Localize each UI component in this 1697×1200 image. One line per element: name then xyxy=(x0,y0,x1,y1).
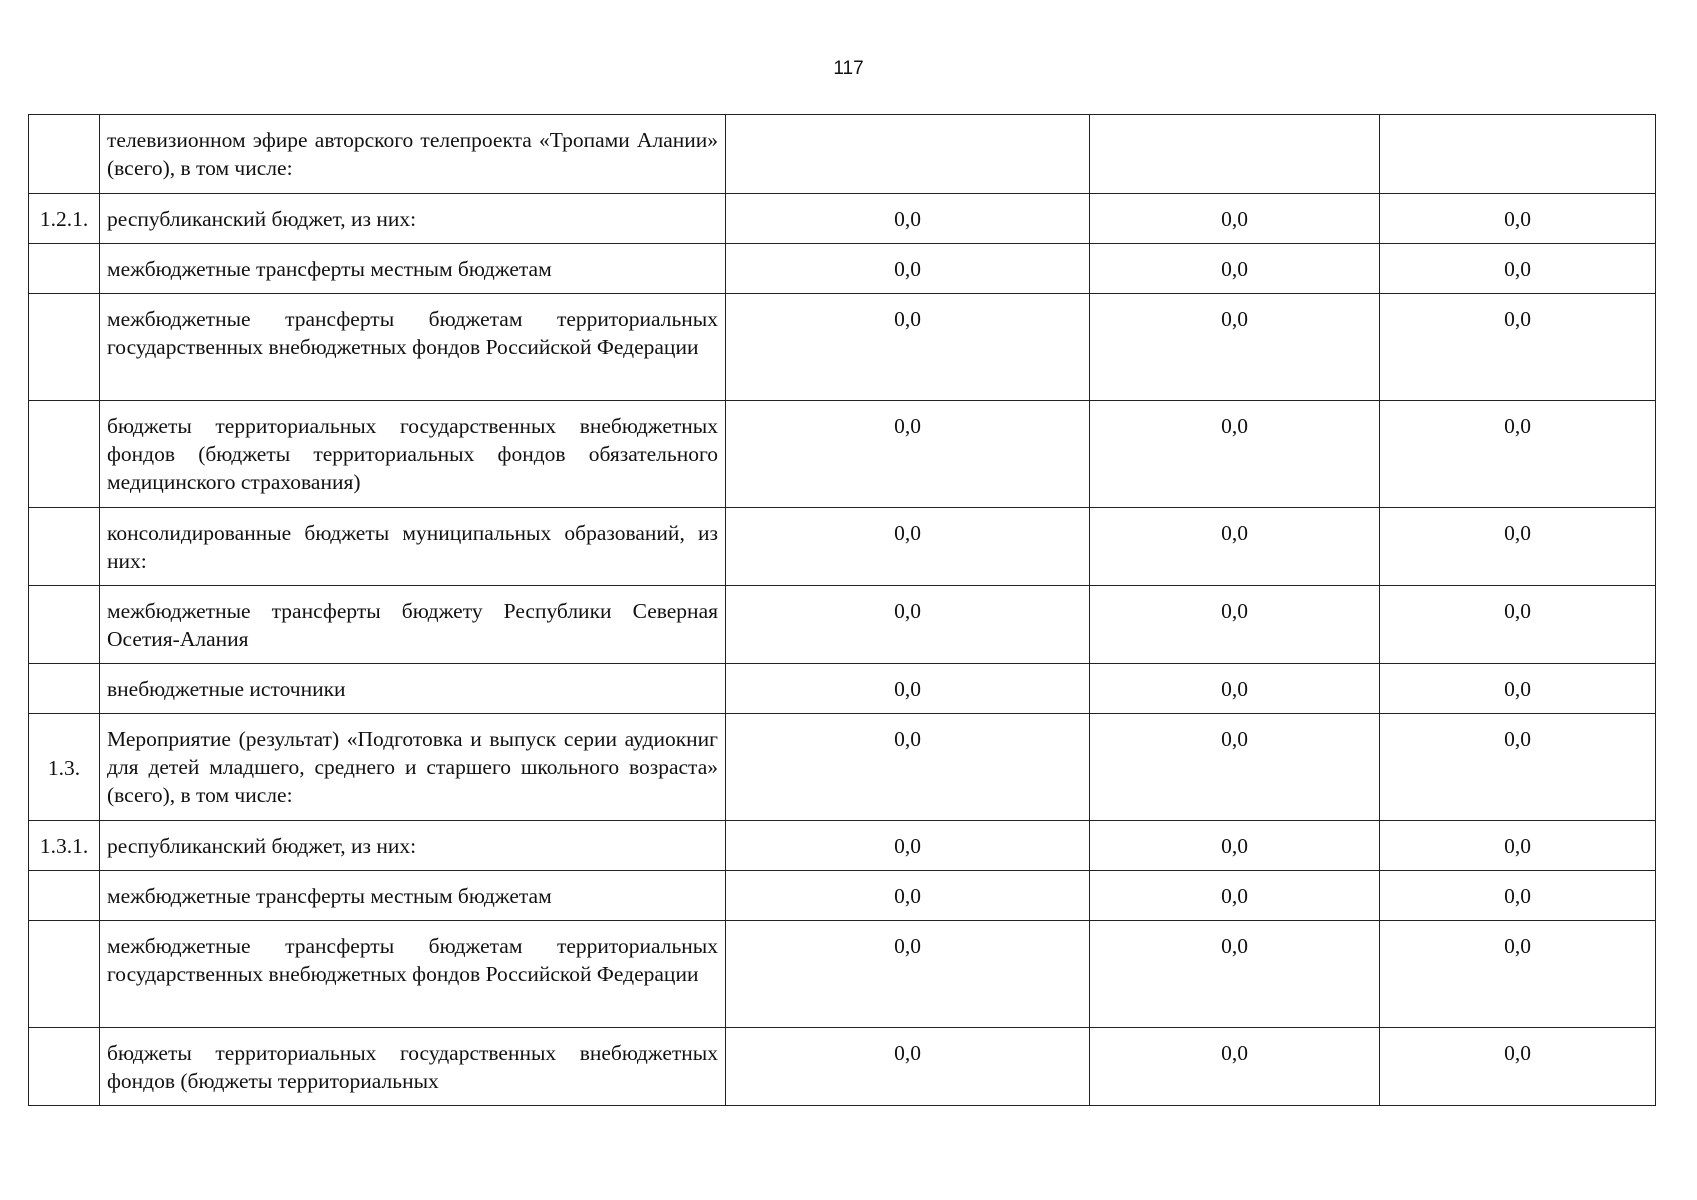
value-cell-2: 0,0 xyxy=(1090,1028,1380,1106)
value-cell-2: 0,0 xyxy=(1090,244,1380,294)
value-cell-3: 0,0 xyxy=(1380,401,1656,508)
value-cell-2: 0,0 xyxy=(1090,508,1380,586)
value-cell-3: 0,0 xyxy=(1380,1028,1656,1106)
value-cell-2: 0,0 xyxy=(1090,871,1380,921)
table-row xyxy=(29,821,1656,871)
description-cell: Мероприятие (результат) «Подготовка и выпуск серии аудиокниг для детей младшего, среднего и старшего школьного возраста» (всего), в том числе: xyxy=(100,714,726,821)
description-cell: межбюджетные трансферты бюджету Республики Северная Осетия-Алания xyxy=(100,586,726,664)
value-cell-1: 0,0 xyxy=(726,871,1090,921)
description-cell: республиканский бюджет, из них: xyxy=(100,194,726,244)
table-row xyxy=(29,586,1656,664)
value-cell-1: 0,0 xyxy=(726,194,1090,244)
row-number-cell xyxy=(29,244,100,294)
value-cell-3: 0,0 xyxy=(1380,871,1656,921)
value-cell-2: 0,0 xyxy=(1090,586,1380,664)
page-number: 117 xyxy=(833,58,864,79)
value-cell-2 xyxy=(1090,115,1380,194)
value-cell-1: 0,0 xyxy=(726,921,1090,1028)
value-cell-1: 0,0 xyxy=(726,401,1090,508)
description-cell: республиканский бюджет, из них: xyxy=(100,821,726,871)
value-cell-1: 0,0 xyxy=(726,294,1090,401)
value-cell-2: 0,0 xyxy=(1090,921,1380,1028)
row-number-cell xyxy=(29,871,100,921)
row-number-cell xyxy=(29,1028,100,1106)
row-number-cell: 1.3. xyxy=(29,714,100,821)
value-cell-3: 0,0 xyxy=(1380,586,1656,664)
description-cell xyxy=(100,1028,726,1106)
table-row xyxy=(29,714,1656,821)
table-row xyxy=(29,664,1656,714)
table-row xyxy=(29,244,1656,294)
value-cell-2: 0,0 xyxy=(1090,664,1380,714)
table-row xyxy=(29,294,1656,401)
table-row xyxy=(29,508,1656,586)
row-number-cell: 1.2.1. xyxy=(29,194,100,244)
value-cell-1: 0,0 xyxy=(726,508,1090,586)
table-row xyxy=(29,115,1656,194)
description-cell: телевизионном эфире авторского телепроекта «Тропами Алании» (всего), в том числе: xyxy=(100,115,726,194)
row-number-cell xyxy=(29,921,100,1028)
value-cell-1 xyxy=(726,115,1090,194)
description-cell: бюджеты территориальных государственных внебюджетных фондов (бюджеты территориальных фондов обязательного медицинского страхования) xyxy=(100,401,726,508)
table-row xyxy=(29,194,1656,244)
value-cell-3: 0,0 xyxy=(1380,244,1656,294)
description-cell: внебюджетные источники xyxy=(100,664,726,714)
value-cell-3: 0,0 xyxy=(1380,714,1656,821)
value-cell-1: 0,0 xyxy=(726,244,1090,294)
value-cell-2: 0,0 xyxy=(1090,194,1380,244)
budget-table xyxy=(28,114,1656,1106)
table-row xyxy=(29,921,1656,1028)
row-number-cell xyxy=(29,508,100,586)
description-cell: межбюджетные трансферты бюджетам территориальных государственных внебюджетных фондов Российской Федерации xyxy=(100,294,726,401)
value-cell-1: 0,0 xyxy=(726,664,1090,714)
row-number-cell xyxy=(29,401,100,508)
value-cell-2: 0,0 xyxy=(1090,401,1380,508)
value-cell-3: 0,0 xyxy=(1380,664,1656,714)
value-cell-3 xyxy=(1380,115,1656,194)
value-cell-3: 0,0 xyxy=(1380,508,1656,586)
description-cell: консолидированные бюджеты муниципальных образований, из них: xyxy=(100,508,726,586)
value-cell-1: 0,0 xyxy=(726,714,1090,821)
value-cell-3: 0,0 xyxy=(1380,294,1656,401)
description-text: бюджеты территориальных государственных внебюджетных фондов (бюджеты территориальных xyxy=(107,1041,718,1093)
value-cell-1: 0,0 xyxy=(726,821,1090,871)
table-row xyxy=(29,1028,1656,1106)
row-number-cell xyxy=(29,664,100,714)
row-number-cell xyxy=(29,586,100,664)
description-cell: межбюджетные трансферты бюджетам территориальных государственных внебюджетных фондов Российской Федерации xyxy=(100,921,726,1028)
value-cell-1: 0,0 xyxy=(726,1028,1090,1106)
value-cell-3: 0,0 xyxy=(1380,921,1656,1028)
row-number-cell: 1.3.1. xyxy=(29,821,100,871)
row-number-cell xyxy=(29,115,100,194)
table-row xyxy=(29,871,1656,921)
description-cell: межбюджетные трансферты местным бюджетам xyxy=(100,871,726,921)
value-cell-2: 0,0 xyxy=(1090,821,1380,871)
value-cell-2: 0,0 xyxy=(1090,714,1380,821)
value-cell-3: 0,0 xyxy=(1380,194,1656,244)
value-cell-3: 0,0 xyxy=(1380,821,1656,871)
value-cell-1: 0,0 xyxy=(726,586,1090,664)
description-cell: межбюджетные трансферты местным бюджетам xyxy=(100,244,726,294)
table-row xyxy=(29,401,1656,508)
value-cell-2: 0,0 xyxy=(1090,294,1380,401)
row-number-cell xyxy=(29,294,100,401)
